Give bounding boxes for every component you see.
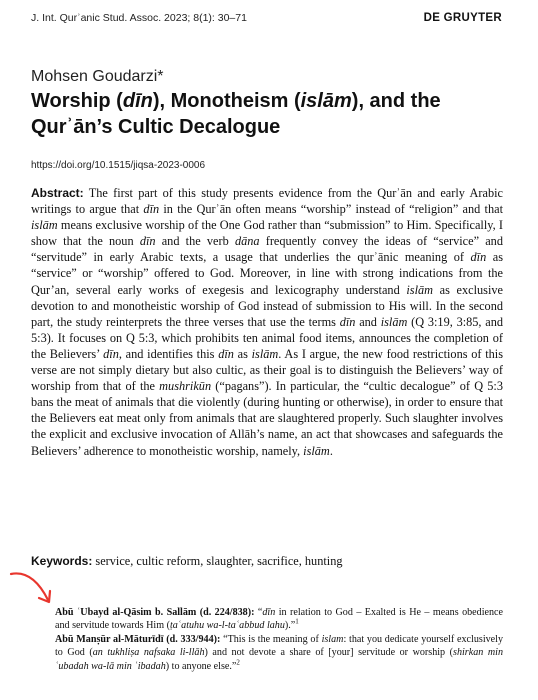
text-run: ) and not devote a share of [your] servitude or worship ( [204,647,454,659]
text-run: frequently convey the ideas of “service” and “servitude” in early Arabic texts, a usage that underlies the qurʾānic meaning of [31,234,503,265]
running-header [31,12,502,24]
text-run: : that you dedicate yourself exclusively to God ( [55,633,503,659]
text-run: “ [254,607,263,618]
italic-term: dīn [262,607,276,618]
source-attribution: Abū Manṣūr al-Māturīdī (d. 333/944): [55,633,221,645]
italic-term: dīn [143,202,160,217]
italic-term: dīn [139,234,156,249]
text-run: (Q 3:19, 3:85, and 5:3). It focuses on Q 5:3, which prohibits ten animal food items, announces the completion of the Believers’ [31,314,504,361]
title-term-islam: islām [300,90,352,112]
italic-term: islām [31,218,58,233]
source-attribution: Abū ʿUbayd al-Qāsim b. Sallām (d. 224/838): [55,607,255,618]
italic-term: dīn [470,250,487,265]
text-run: The first part of this study presents evidence from the Qurʾān and early Arabic writings to argue that [31,186,503,217]
title-part: Worship ( [31,90,123,112]
quote-paragraph [55,633,503,673]
italic-term: shirkan min ʿubadah wa-lā min ʿibadah [55,647,503,672]
abstract-body [31,186,503,458]
footnote-marker[interactable]: 2 [236,658,240,667]
italic-term: mushrikūn [159,379,212,394]
red-arrow-annotation [8,568,56,610]
article-title [31,88,501,140]
italic-term: islam [321,633,344,645]
keywords-line [31,553,503,569]
text-run: . [329,443,333,458]
text-run: means exclusive worship of the One God rather than “submission” to Him. Specifically, I show that the noun [31,218,503,249]
italic-term: dīn [218,346,234,361]
text-run: as exclusive devotion to and monotheistic worship of God instead of submission to His will. In the second part, the study reinterprets the three verses that use the terms [31,282,503,329]
abstract-paragraph [31,185,503,459]
footnote-quotes [55,606,503,673]
text-run: and the verb [155,234,235,249]
text-run: ) to anyone else.” [165,660,237,672]
italic-term: islām [380,314,408,329]
author-name: Mohsen Goudarzi* [31,68,164,85]
publisher-logo: DE GRUYTER [423,12,502,24]
text-run: as [233,346,252,361]
italic-term: islām [303,443,330,458]
text-run: . As I argue, the new food restrictions of this verse are not simply dietary but also cultic, as their goal is to distinguish the Believers’ way of worship from that of the [31,346,503,394]
doi-link[interactable]: https://doi.org/10.1515/jiqsa-2023-0006 [31,160,206,171]
abstract-label: Abstract: [31,186,84,200]
text-run: in the Qurʾān often means “worship” instead of “religion” and that [159,202,503,217]
text-run: and [355,314,381,329]
keywords-text: service, cultic reform, slaughter, sacrifice, hunting [92,554,343,568]
text-run: (“pagans”). In particular, the “cultic decalogue” of Q 5:3 bans the meat of animals that die violently (during hunting or otherwise), in order to ensure that the Believers eat meat only from animals that are slaughtered properly. Such slaughter involves the explicit and exclusive invocation of Allāh’s name, an act that showcases and safeguards the Believers’ adherence to monotheistic worship, namely, [31,379,503,458]
journal-reference: J. Int. Qurʾanic Stud. Assoc. 2023; 8(1): 30–71 [31,12,247,24]
italic-term: dīn [339,314,356,329]
italic-term: dāna [234,234,260,249]
title-part: ), and the Qurʾān’s Cultic Decalogue [31,90,441,138]
text-run: , and identifies this [118,346,219,361]
text-run: as “service” or “worship” offered to God. Moreover, in line with strong indications from the Qur’an, several early works of exegesis and lexicography understand [31,250,503,297]
italic-term: ṭaʿatuhu wa-l-taʿabbud lahu [169,620,285,632]
title-part: ), Monotheism ( [152,90,301,112]
italic-term: dīn [103,346,119,361]
text-run: ).” [284,620,296,632]
title-term-din: dīn [122,90,153,112]
italic-term: islām [406,282,434,297]
text-run: “This is the meaning of [220,633,322,645]
italic-term: an tukhliṣa nafsaka li-llāh [92,647,205,659]
footnote-marker[interactable]: 1 [295,618,299,627]
text-run: in relation to God – Exalted is He – means obedience and servitude towards Him ( [55,607,503,632]
keywords-label: Keywords: [31,554,93,568]
quote-paragraph [55,606,503,633]
italic-term: islām [251,346,279,361]
